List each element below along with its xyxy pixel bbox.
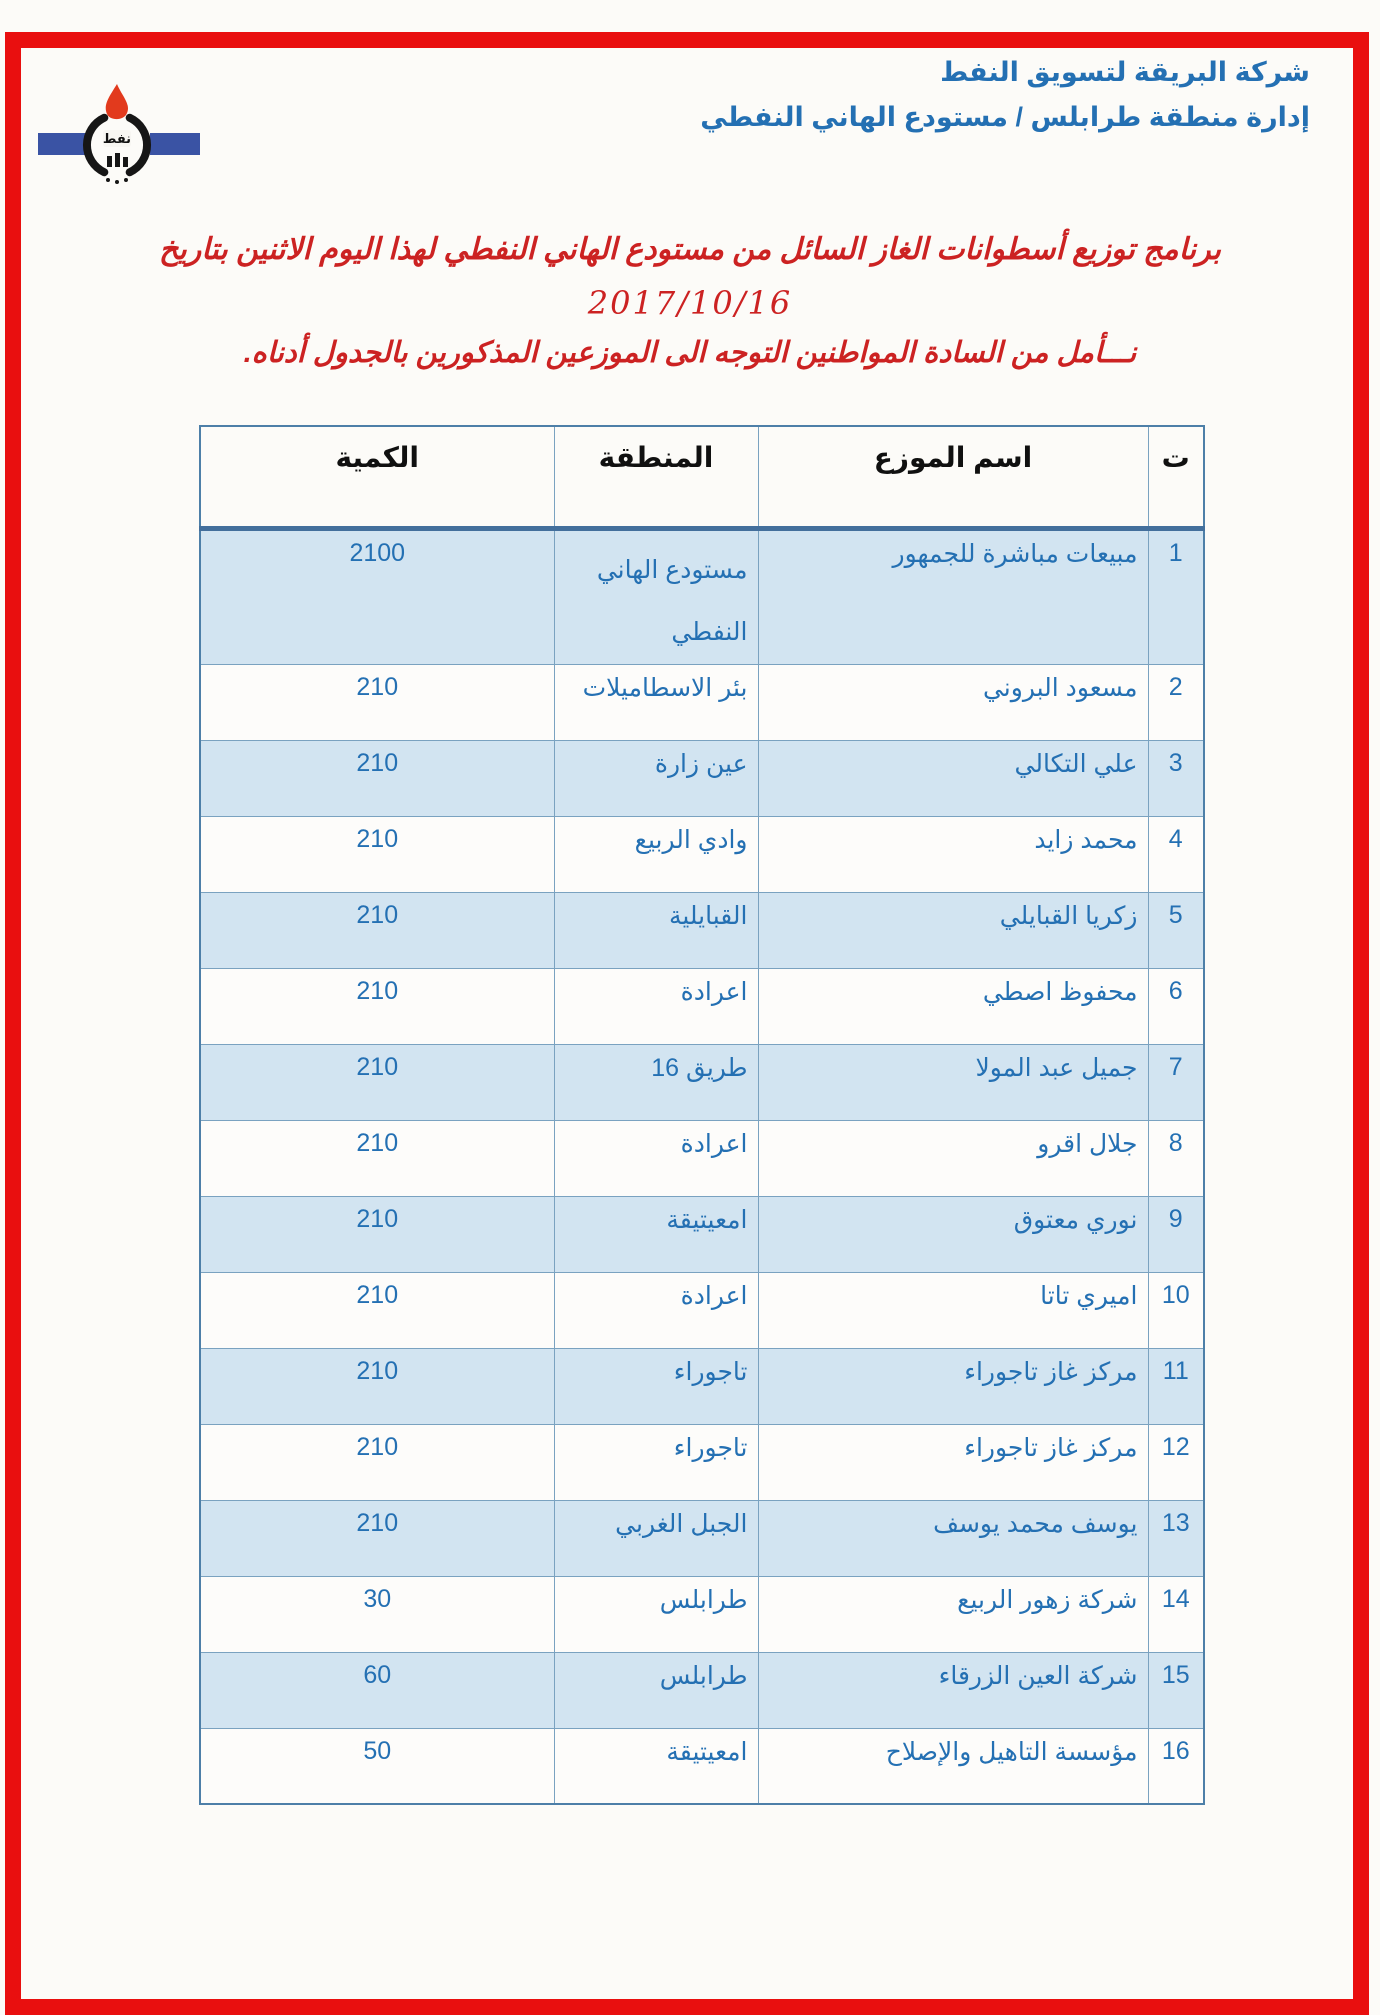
area-cell: طرابلس [554,1652,758,1728]
quantity-cell: 210 [200,816,554,892]
quantity-cell: 2100 [200,528,554,664]
quantity-cell: 210 [200,1196,554,1272]
row-index-cell: 2 [1148,664,1204,740]
table-row [200,740,1204,816]
row-index-cell: 10 [1148,1272,1204,1348]
distributor-name-cell: مركز غاز تاجوراء [758,1348,1148,1424]
company-header [700,50,1310,140]
area-cell: اعرادة [554,1272,758,1348]
row-index-cell: 16 [1148,1728,1204,1804]
table-row [200,1652,1204,1728]
quantity-cell: 50 [200,1728,554,1804]
table-row [200,664,1204,740]
col-header-area: المنطقة [554,426,758,528]
distributor-name-cell: شركة زهور الربيع [758,1576,1148,1652]
area-cell: الجبل الغربي [554,1500,758,1576]
table-row [200,816,1204,892]
quantity-cell: 210 [200,968,554,1044]
quantity-cell: 210 [200,892,554,968]
area-cell: امعيتيقة [554,1728,758,1804]
area-cell: مستودع الهاني النفطي [554,528,758,664]
table-header-row [200,426,1204,528]
row-index-cell: 4 [1148,816,1204,892]
company-department: إدارة منطقة طرابلس / مستودع الهاني النفطي [700,102,1310,132]
row-index-cell: 6 [1148,968,1204,1044]
quantity-cell: 210 [200,1120,554,1196]
table-row [200,528,1204,664]
distributor-name-cell: مؤسسة التاهيل والإصلاح [758,1728,1148,1804]
distribution-table [199,425,1205,1805]
col-header-index: ت [1148,426,1204,528]
table-row [200,1272,1204,1348]
row-index-cell: 15 [1148,1652,1204,1728]
area-cell: طرابلس [554,1576,758,1652]
distributor-name-cell: مسعود البروني [758,664,1148,740]
row-index-cell: 9 [1148,1196,1204,1272]
table-row [200,1044,1204,1120]
row-index-cell: 5 [1148,892,1204,968]
area-cell: تاجوراء [554,1348,758,1424]
announcement-date: 2017/10/16 [587,284,793,322]
quantity-cell: 210 [200,664,554,740]
brega-logo-icon [38,80,200,200]
distributor-name-cell: يوسف محمد يوسف [758,1500,1148,1576]
row-index-cell: 8 [1148,1120,1204,1196]
row-index-cell: 3 [1148,740,1204,816]
quantity-cell: 210 [200,1044,554,1120]
table-row [200,968,1204,1044]
table-row [200,1576,1204,1652]
quantity-cell: 30 [200,1576,554,1652]
area-cell: القبايلية [554,892,758,968]
distributor-name-cell: اميري تاتا [758,1272,1148,1348]
quantity-cell: 210 [200,1272,554,1348]
distributor-name-cell: مبيعات مباشرة للجمهور [758,528,1148,664]
row-index-cell: 13 [1148,1500,1204,1576]
distributor-name-cell: زكريا القبايلي [758,892,1148,968]
area-cell: وادي الربيع [554,816,758,892]
distributor-name-cell: نوري معتوق [758,1196,1148,1272]
col-header-quantity: الكمية [200,426,554,528]
announcement-line1: برنامج توزيع أسطوانات الغاز السائل من مستودع الهاني النفطي لهذا اليوم الاثنين بتاريخ [159,233,1221,266]
area-cell: تاجوراء [554,1424,758,1500]
distributor-name-cell: مركز غاز تاجوراء [758,1424,1148,1500]
flame-icon [106,84,128,119]
area-cell: طريق 16 [554,1044,758,1120]
col-header-distributor: اسم الموزع [758,426,1148,528]
quantity-cell: 210 [200,1500,554,1576]
quantity-cell: 210 [200,1348,554,1424]
distributor-name-cell: علي التكالي [758,740,1148,816]
table-row [200,1424,1204,1500]
row-index-cell: 7 [1148,1044,1204,1120]
distributor-name-cell: محمد زايد [758,816,1148,892]
area-cell: عين زارة [554,740,758,816]
row-index-cell: 11 [1148,1348,1204,1424]
announcement-block [70,220,1310,380]
row-index-cell: 12 [1148,1424,1204,1500]
logo-oil-text: نفط [102,131,132,146]
distributor-name-cell: جميل عبد المولا [758,1044,1148,1120]
table-row [200,1348,1204,1424]
table-row [200,1120,1204,1196]
distributor-name-cell: جلال اقرو [758,1120,1148,1196]
area-cell: بئر الاسطاميلات [554,664,758,740]
area-cell: اعرادة [554,968,758,1044]
distributor-name-cell: شركة العين الزرقاء [758,1652,1148,1728]
table-row [200,1196,1204,1272]
table-row [200,1500,1204,1576]
distributor-name-cell: محفوظ اصطي [758,968,1148,1044]
area-cell: اعرادة [554,1120,758,1196]
row-index-cell: 1 [1148,528,1204,664]
announcement-line2: نـــأمل من السادة المواطنين التوجه الى الموزعين المذكورين بالجدول أدناه. [243,337,1137,369]
table-row [200,892,1204,968]
table-row [200,1728,1204,1804]
company-logo [38,80,200,200]
quantity-cell: 210 [200,1424,554,1500]
area-cell: امعيتيقة [554,1196,758,1272]
quantity-cell: 60 [200,1652,554,1728]
quantity-cell: 210 [200,740,554,816]
row-index-cell: 14 [1148,1576,1204,1652]
company-name: شركة البريقة لتسويق النفط [940,57,1310,87]
